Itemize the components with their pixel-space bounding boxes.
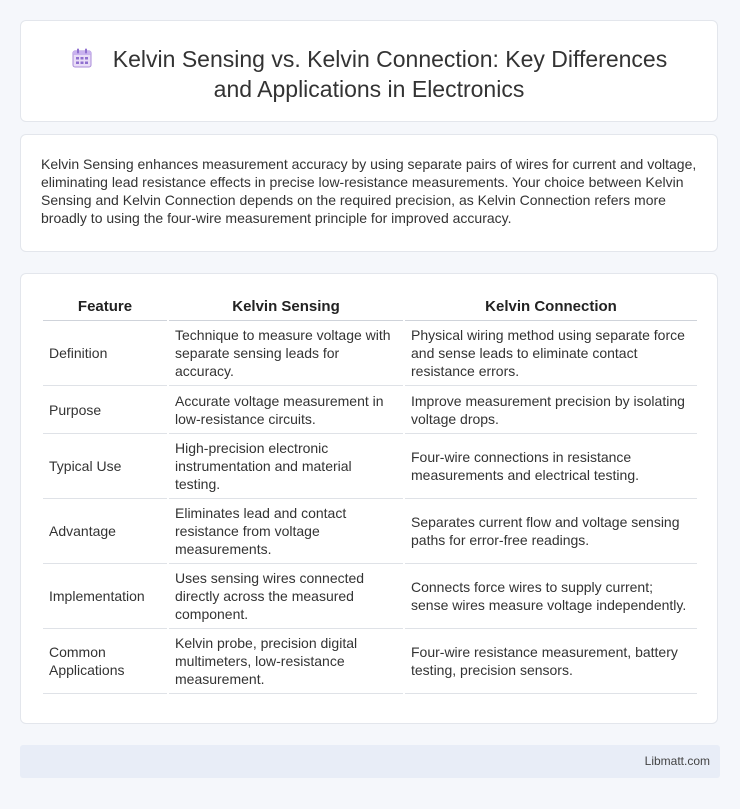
table-row bbox=[43, 386, 697, 434]
title-line-2: and Applications in Electronics bbox=[213, 76, 525, 102]
row-feature: Typical Use bbox=[43, 434, 167, 499]
table-row bbox=[43, 321, 697, 386]
row-kelvin-sensing: Accurate voltage measurement in low-resistance circuits. bbox=[169, 386, 403, 434]
comparison-table bbox=[41, 294, 699, 694]
comparison-card bbox=[20, 273, 718, 724]
row-feature: Advantage bbox=[43, 499, 167, 564]
intro-paragraph: Kelvin Sensing enhances measurement accuracy by using separate pairs of wires for current and voltage, eliminating lead resistance effects in precise low-resistance measurements. Your choice between Kelvin Sensing and Kelvin Connection depends on the required precision, as Kelvin Connection refers more broadly to using the four-wire measurement principle for improved accuracy. bbox=[41, 156, 697, 226]
table-row bbox=[43, 629, 697, 694]
row-kelvin-connection: Physical wiring method using separate force and sense leads to eliminate contact resistance errors. bbox=[405, 321, 697, 386]
header-kelvin-sensing: Kelvin Sensing bbox=[169, 294, 403, 321]
header-feature: Feature bbox=[43, 294, 167, 321]
header-kelvin-connection: Kelvin Connection bbox=[405, 294, 697, 321]
page-title bbox=[21, 44, 717, 104]
row-kelvin-connection: Four-wire connections in resistance measurements and electrical testing. bbox=[405, 434, 697, 499]
calendar-icon bbox=[71, 47, 93, 69]
row-kelvin-sensing: High-precision electronic instrumentation and material testing. bbox=[169, 434, 403, 499]
footer-site-link[interactable]: Libmatt.com bbox=[644, 754, 710, 768]
row-kelvin-connection: Connects force wires to supply current; sense wires measure voltage independently. bbox=[405, 564, 697, 629]
row-kelvin-sensing: Uses sensing wires connected directly across the measured component. bbox=[169, 564, 403, 629]
intro-card bbox=[20, 134, 718, 252]
table-row bbox=[43, 564, 697, 629]
table-row bbox=[43, 499, 697, 564]
title-line-1: Kelvin Sensing vs. Kelvin Connection: Key Differences bbox=[112, 46, 668, 72]
row-feature: Purpose bbox=[43, 386, 167, 434]
row-kelvin-sensing: Kelvin probe, precision digital multimeters, low-resistance measurement. bbox=[169, 629, 403, 694]
row-feature: Definition bbox=[43, 321, 167, 386]
footer-bar bbox=[20, 745, 720, 778]
row-kelvin-sensing: Technique to measure voltage with separate sensing leads for accuracy. bbox=[169, 321, 403, 386]
table-row bbox=[43, 434, 697, 499]
table-header-row bbox=[43, 294, 697, 321]
row-kelvin-sensing: Eliminates lead and contact resistance from voltage measurements. bbox=[169, 499, 403, 564]
row-kelvin-connection: Four-wire resistance measurement, battery testing, precision sensors. bbox=[405, 629, 697, 694]
row-feature: Implementation bbox=[43, 564, 167, 629]
row-kelvin-connection: Improve measurement precision by isolating voltage drops. bbox=[405, 386, 697, 434]
header-card bbox=[20, 20, 718, 122]
row-feature: Common Applications bbox=[43, 629, 167, 694]
row-kelvin-connection: Separates current flow and voltage sensing paths for error-free readings. bbox=[405, 499, 697, 564]
